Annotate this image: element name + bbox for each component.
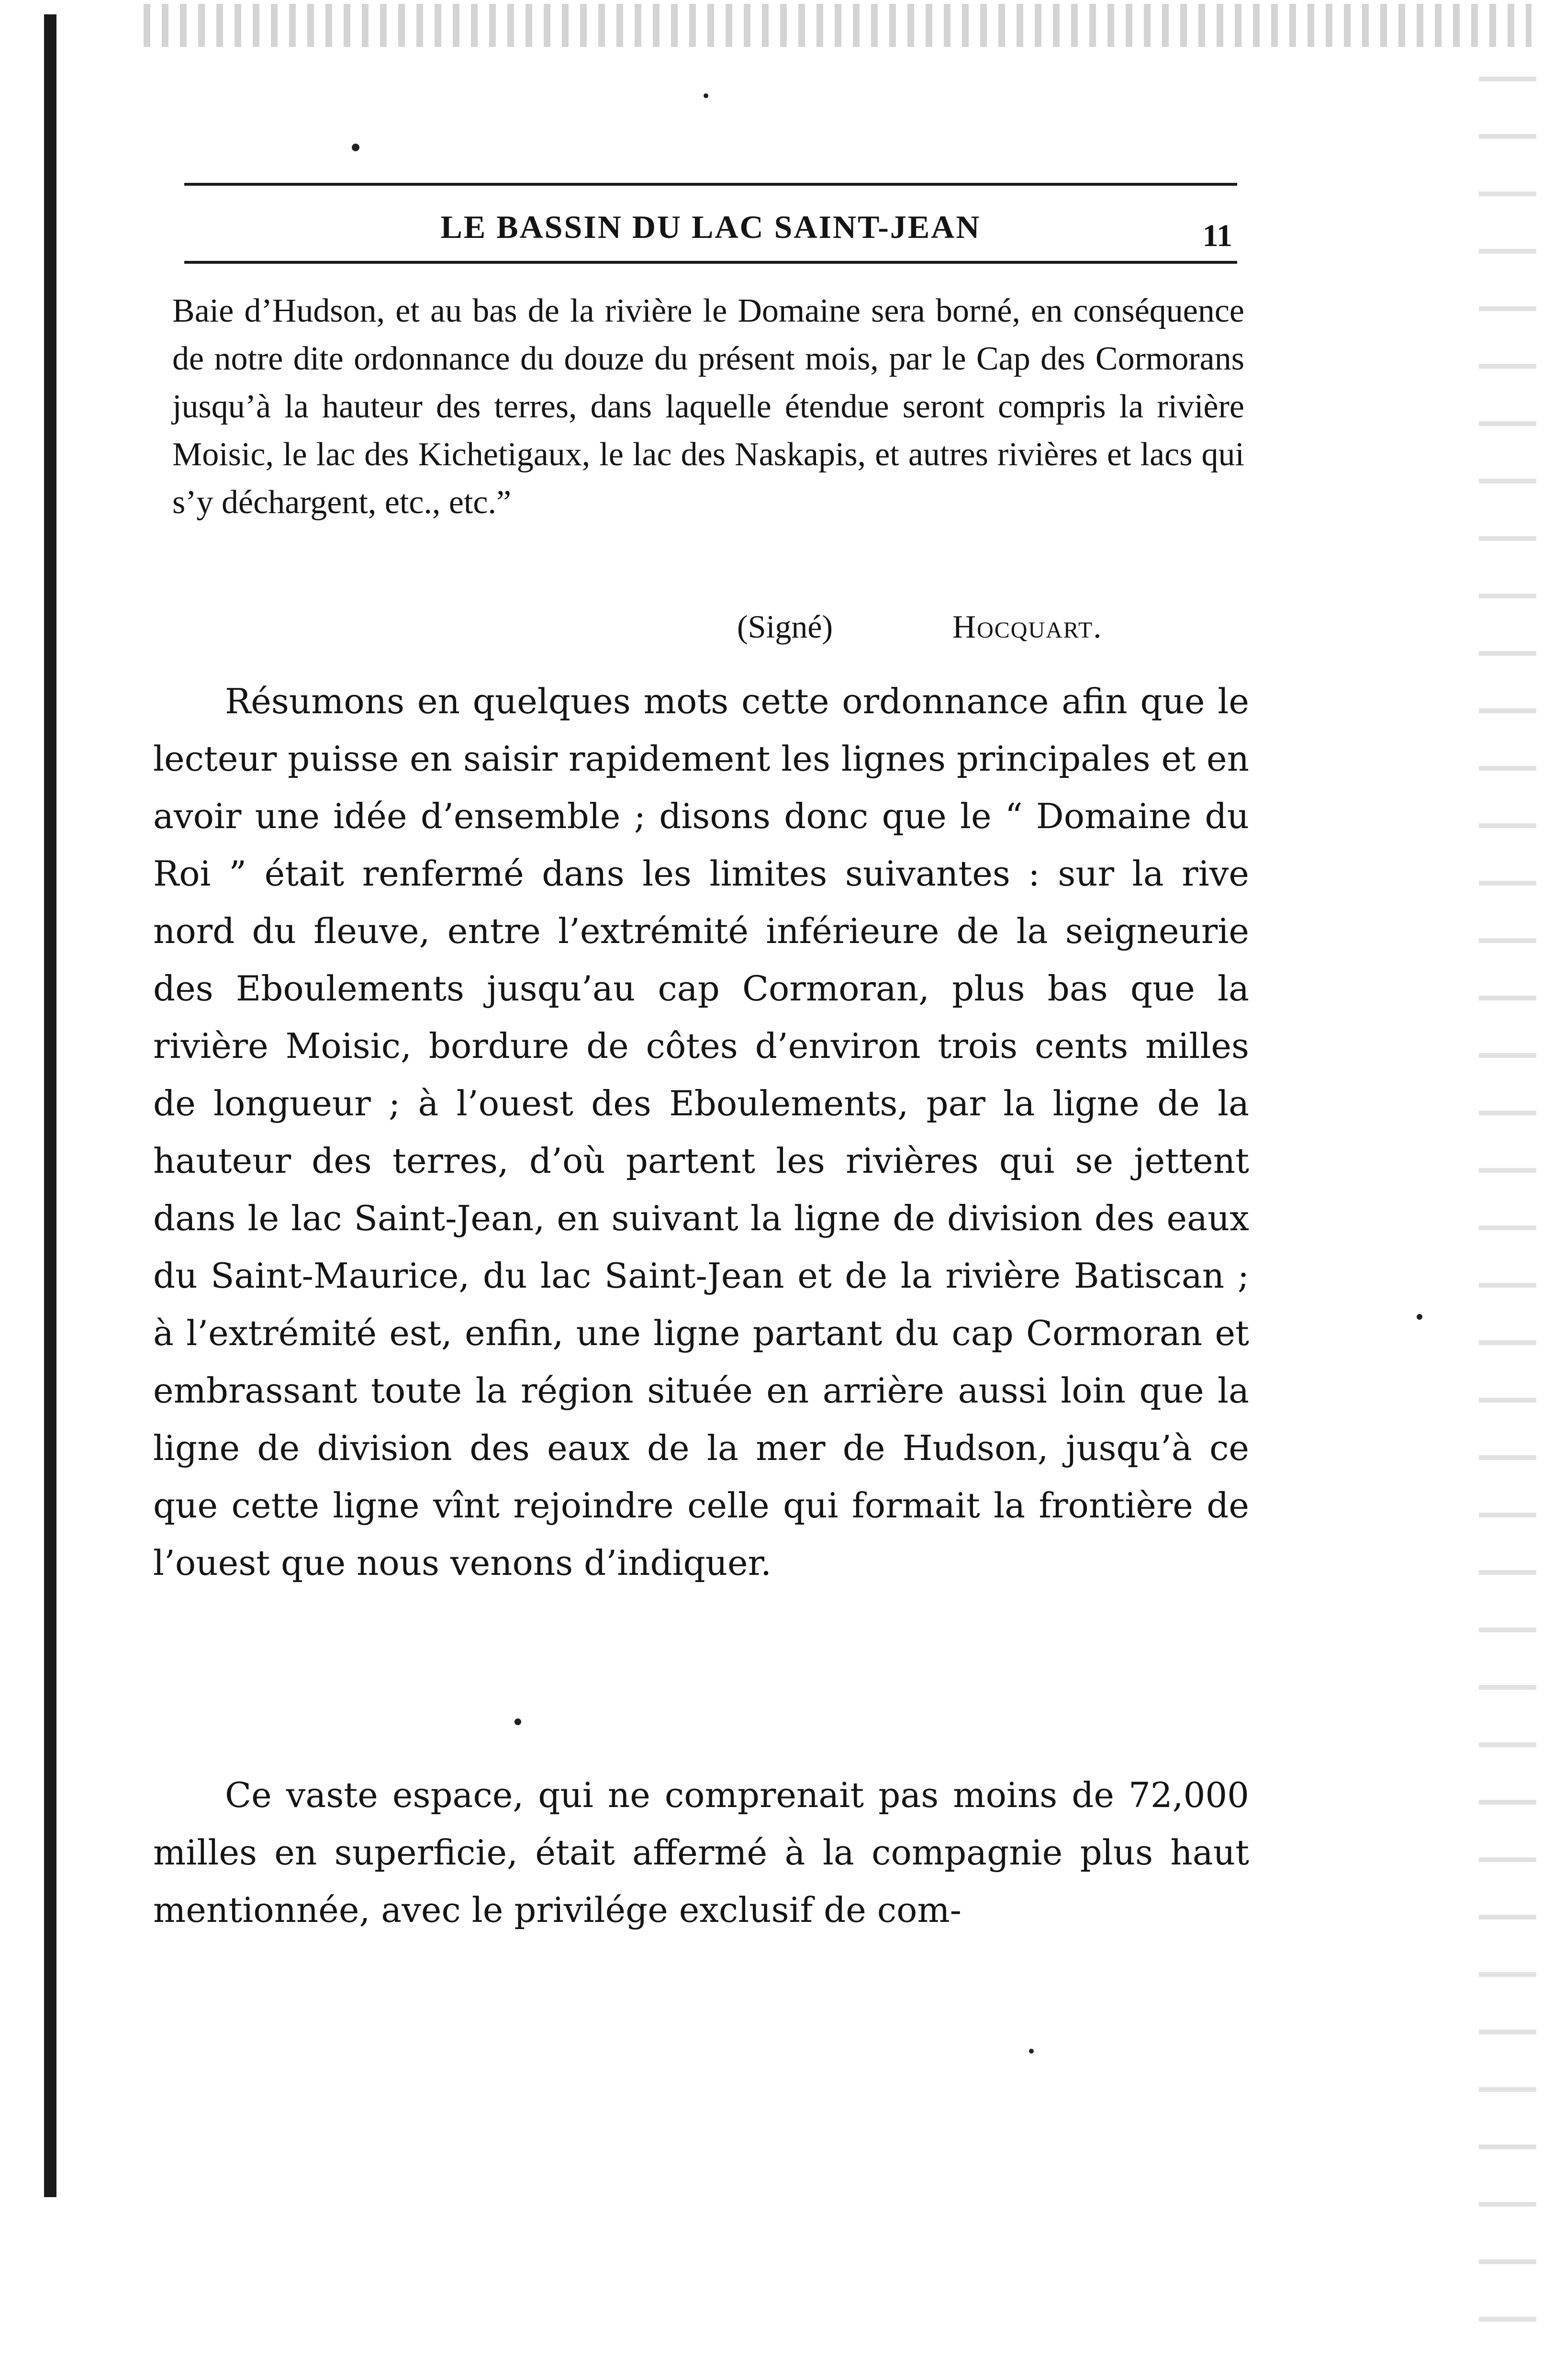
- scan-speck: [704, 93, 708, 98]
- body-paragraph: Ce vaste espace, qui ne comprenait pas moins de 72,000 milles en superficie, était affermé à la compagnie plus haut mentionnée, avec le privilége exclusif de com-: [153, 1775, 1249, 1930]
- body-paragraph: Résumons en quelques mots cette ordonnance afin que le lecteur puisse en saisir rapidement les lignes principales et en avoir une idée d’ensemble ; disons donc que le “ Domaine du Roi ” était renfermé dans les limites suivantes : sur la rive nord du fleuve, entre l’extrémité inférieure de la seigneurie des Eboulements jusqu’au cap Cormoran, plus bas que la rivière Moisic, bordure de côtes d’environ trois cents milles de longueur ; à l’ouest des Eboulements, par la ligne de la hauteur des terres, d’où partent les rivières qui se jettent dans le lac Saint-Jean, en suivant la ligne de division des eaux du Saint-Maurice, du lac Saint-Jean et de la rivière Batiscan ; à l’extrémité est, enfin, une ligne partant du cap Cormoran et embrassant toute la région située en arrière aussi loin que la ligne de division des eaux de la mer de Hudson, jusqu’à ce que cette ligne vînt rejoindre celle qui formait la frontière de l’ouest que nous venons d’indiquer.: [153, 681, 1249, 1583]
- signed-label: (Signé): [737, 608, 833, 645]
- quoted-ordinance: [172, 287, 1244, 527]
- scan-binding-edge: [44, 14, 56, 2197]
- page-number: 11: [1202, 218, 1232, 253]
- header-rule-bottom: [184, 261, 1237, 264]
- scan-speck: [1417, 1314, 1422, 1320]
- scan-noise-top: [144, 4, 1531, 47]
- scan-speck: [514, 1718, 521, 1725]
- quote-text: Baie d’Hudson, et au bas de la rivière le Domaine sera borné, en conséquence de notre dite ordonnance du douze du présent mois, par le Cap des Cormorans jusqu’à la hauteur des terres, dans laquelle étendue seront compris la rivière Moisic, le lac des Kichetigaux, le lac des Naskapis, et autres rivières et lacs qui s’y déchargent, etc., etc.”: [172, 292, 1244, 521]
- running-title: LE BASSIN DU LAC SAINT-JEAN: [440, 209, 981, 245]
- scan-speck: [1029, 2049, 1034, 2054]
- scan-noise-right: [1479, 77, 1536, 2326]
- signed-name: Hocquart.: [952, 608, 1103, 645]
- signature-line: [737, 608, 1240, 651]
- running-head: [184, 203, 1237, 256]
- header-rule-top: [184, 183, 1237, 186]
- scan-speck: [352, 144, 359, 151]
